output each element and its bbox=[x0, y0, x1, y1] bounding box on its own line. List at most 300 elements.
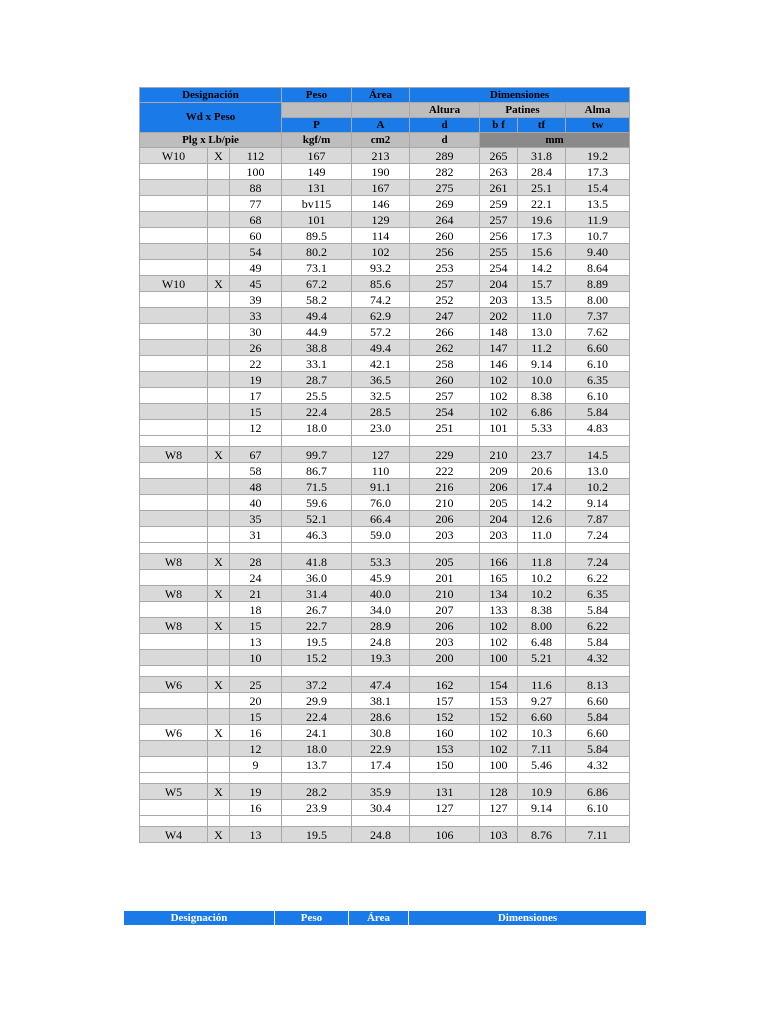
cell-w: W5 bbox=[140, 784, 208, 800]
cell-tw: 6.10 bbox=[566, 356, 630, 372]
cell-a: 59.0 bbox=[352, 527, 410, 543]
cell-bf: 103 bbox=[480, 827, 518, 843]
table-row bbox=[140, 634, 630, 650]
cell-wt: 13 bbox=[230, 634, 282, 650]
table-row bbox=[140, 276, 630, 292]
cell-a: 66.4 bbox=[352, 511, 410, 527]
cell-bf: 102 bbox=[480, 618, 518, 634]
spacer-cell bbox=[230, 436, 282, 447]
spacer-cell bbox=[230, 666, 282, 677]
cell-p: 67.2 bbox=[282, 276, 352, 292]
cell-a: 110 bbox=[352, 463, 410, 479]
cell-w bbox=[140, 527, 208, 543]
spacer-cell bbox=[282, 773, 352, 784]
cell-x bbox=[208, 308, 230, 324]
cell-x bbox=[208, 650, 230, 666]
table-row bbox=[140, 404, 630, 420]
cell-w bbox=[140, 800, 208, 816]
cell-tf: 20.6 bbox=[518, 463, 566, 479]
cell-d: 222 bbox=[410, 463, 480, 479]
table-row bbox=[140, 324, 630, 340]
cell-a: 49.4 bbox=[352, 340, 410, 356]
cell-d: 162 bbox=[410, 677, 480, 693]
cell-tw: 14.5 bbox=[566, 447, 630, 463]
cell-wt: 40 bbox=[230, 495, 282, 511]
spacer-cell bbox=[282, 666, 352, 677]
cell-bf: 102 bbox=[480, 372, 518, 388]
cell-d: 206 bbox=[410, 618, 480, 634]
cell-x bbox=[208, 800, 230, 816]
cell-a: 22.9 bbox=[352, 741, 410, 757]
cell-w bbox=[140, 292, 208, 308]
cell-tw: 6.10 bbox=[566, 800, 630, 816]
cell-tw: 10.7 bbox=[566, 228, 630, 244]
cell-wt: 12 bbox=[230, 741, 282, 757]
cell-p: 86.7 bbox=[282, 463, 352, 479]
cell-w: W8 bbox=[140, 447, 208, 463]
cell-x: X bbox=[208, 618, 230, 634]
cell-p: 36.0 bbox=[282, 570, 352, 586]
cell-bf: 128 bbox=[480, 784, 518, 800]
cell-tf: 11.0 bbox=[518, 527, 566, 543]
cell-bf: 263 bbox=[480, 164, 518, 180]
cell-d: 203 bbox=[410, 527, 480, 543]
cell-tw: 6.35 bbox=[566, 586, 630, 602]
spacer-cell bbox=[282, 436, 352, 447]
cell-d: 254 bbox=[410, 404, 480, 420]
cell-tf: 13.5 bbox=[518, 292, 566, 308]
cell-p: 29.9 bbox=[282, 693, 352, 709]
cell-p: 101 bbox=[282, 212, 352, 228]
cell-tf: 11.2 bbox=[518, 340, 566, 356]
cell-w bbox=[140, 495, 208, 511]
cell-a: 127 bbox=[352, 447, 410, 463]
cell-x bbox=[208, 602, 230, 618]
cell-tw: 10.2 bbox=[566, 479, 630, 495]
cell-w: W8 bbox=[140, 586, 208, 602]
cell-x: X bbox=[208, 148, 230, 164]
table-body bbox=[140, 148, 630, 843]
spacer-cell bbox=[518, 816, 566, 827]
cell-w bbox=[140, 356, 208, 372]
cell-tf: 8.00 bbox=[518, 618, 566, 634]
cell-tw: 5.84 bbox=[566, 602, 630, 618]
cell-p: 28.2 bbox=[282, 784, 352, 800]
cell-x bbox=[208, 741, 230, 757]
table-row bbox=[140, 650, 630, 666]
cell-d: 269 bbox=[410, 196, 480, 212]
cell-d: 258 bbox=[410, 356, 480, 372]
cell-d: 203 bbox=[410, 634, 480, 650]
cell-a: 40.0 bbox=[352, 586, 410, 602]
table-row bbox=[140, 757, 630, 773]
cell-x: X bbox=[208, 827, 230, 843]
cell-tf: 13.0 bbox=[518, 324, 566, 340]
spacer-row bbox=[140, 773, 630, 784]
cell-p: 167 bbox=[282, 148, 352, 164]
cell-p: 58.2 bbox=[282, 292, 352, 308]
cell-tw: 13.5 bbox=[566, 196, 630, 212]
spacer-cell bbox=[480, 436, 518, 447]
spacer-cell bbox=[518, 436, 566, 447]
second-header-dimensiones: Dimensiones bbox=[409, 911, 647, 926]
table-row bbox=[140, 228, 630, 244]
cell-bf: 203 bbox=[480, 292, 518, 308]
cell-p: 52.1 bbox=[282, 511, 352, 527]
cell-tf: 5.21 bbox=[518, 650, 566, 666]
cell-p: 26.7 bbox=[282, 602, 352, 618]
spacer-cell bbox=[566, 816, 630, 827]
cell-d: 264 bbox=[410, 212, 480, 228]
cell-bf: 134 bbox=[480, 586, 518, 602]
cell-a: 19.3 bbox=[352, 650, 410, 666]
cell-wt: 45 bbox=[230, 276, 282, 292]
cell-w: W8 bbox=[140, 618, 208, 634]
cell-w: W6 bbox=[140, 677, 208, 693]
cell-x bbox=[208, 372, 230, 388]
cell-wt: 16 bbox=[230, 800, 282, 816]
cell-p: 99.7 bbox=[282, 447, 352, 463]
second-header-peso: Peso bbox=[275, 911, 349, 926]
cell-w bbox=[140, 634, 208, 650]
spacer-cell bbox=[410, 436, 480, 447]
cell-a: 28.5 bbox=[352, 404, 410, 420]
cell-tf: 25.1 bbox=[518, 180, 566, 196]
table-row bbox=[140, 180, 630, 196]
spacer-cell bbox=[352, 436, 410, 447]
cell-wt: 31 bbox=[230, 527, 282, 543]
cell-x bbox=[208, 693, 230, 709]
cell-tf: 5.33 bbox=[518, 420, 566, 436]
cell-wt: 88 bbox=[230, 180, 282, 196]
cell-p: 24.1 bbox=[282, 725, 352, 741]
cell-tf: 10.2 bbox=[518, 586, 566, 602]
cell-bf: 259 bbox=[480, 196, 518, 212]
header-dimensiones: Dimensiones bbox=[410, 88, 630, 103]
cell-tw: 5.84 bbox=[566, 634, 630, 650]
header-a: A bbox=[352, 118, 410, 133]
cell-wt: 19 bbox=[230, 784, 282, 800]
cell-x bbox=[208, 164, 230, 180]
cell-x bbox=[208, 709, 230, 725]
cell-p: 149 bbox=[282, 164, 352, 180]
header-designacion: Designación bbox=[140, 88, 282, 103]
cell-a: 23.0 bbox=[352, 420, 410, 436]
header-tf: tf bbox=[518, 118, 566, 133]
cell-a: 45.9 bbox=[352, 570, 410, 586]
cell-w bbox=[140, 757, 208, 773]
cell-d: 160 bbox=[410, 725, 480, 741]
cell-w: W10 bbox=[140, 148, 208, 164]
table-row bbox=[140, 709, 630, 725]
cell-w bbox=[140, 260, 208, 276]
cell-p: 41.8 bbox=[282, 554, 352, 570]
table-row bbox=[140, 677, 630, 693]
cell-p: 33.1 bbox=[282, 356, 352, 372]
cell-wt: 25 bbox=[230, 677, 282, 693]
cell-tf: 7.11 bbox=[518, 741, 566, 757]
spacer-cell bbox=[410, 666, 480, 677]
cell-a: 36.5 bbox=[352, 372, 410, 388]
cell-a: 74.2 bbox=[352, 292, 410, 308]
cell-wt: 16 bbox=[230, 725, 282, 741]
spacer-cell bbox=[410, 543, 480, 554]
cell-x bbox=[208, 570, 230, 586]
table-row bbox=[140, 784, 630, 800]
table-row bbox=[140, 511, 630, 527]
cell-w bbox=[140, 602, 208, 618]
spacer-cell bbox=[208, 666, 230, 677]
cell-tw: 7.62 bbox=[566, 324, 630, 340]
cell-tw: 4.32 bbox=[566, 757, 630, 773]
cell-w: W10 bbox=[140, 276, 208, 292]
cell-p: 49.4 bbox=[282, 308, 352, 324]
cell-w: W6 bbox=[140, 725, 208, 741]
table-row bbox=[140, 196, 630, 212]
cell-a: 30.4 bbox=[352, 800, 410, 816]
cell-tw: 5.84 bbox=[566, 741, 630, 757]
spacer-cell bbox=[230, 816, 282, 827]
cell-a: 30.8 bbox=[352, 725, 410, 741]
cell-tf: 6.86 bbox=[518, 404, 566, 420]
cell-w bbox=[140, 196, 208, 212]
cell-wt: 49 bbox=[230, 260, 282, 276]
cell-d: 153 bbox=[410, 741, 480, 757]
cell-d: 266 bbox=[410, 324, 480, 340]
cell-bf: 100 bbox=[480, 650, 518, 666]
cell-tw: 6.60 bbox=[566, 725, 630, 741]
cell-tf: 9.14 bbox=[518, 356, 566, 372]
header-area: Área bbox=[352, 88, 410, 103]
cell-x: X bbox=[208, 586, 230, 602]
cell-d: 257 bbox=[410, 388, 480, 404]
spacer-cell bbox=[140, 773, 208, 784]
cell-a: 35.9 bbox=[352, 784, 410, 800]
cell-wt: 30 bbox=[230, 324, 282, 340]
cell-tw: 8.89 bbox=[566, 276, 630, 292]
table-row bbox=[140, 693, 630, 709]
table-row bbox=[140, 388, 630, 404]
spacer-row bbox=[140, 543, 630, 554]
cell-a: 85.6 bbox=[352, 276, 410, 292]
table-row bbox=[140, 827, 630, 843]
cell-tf: 9.27 bbox=[518, 693, 566, 709]
table-row bbox=[140, 618, 630, 634]
second-table-header bbox=[123, 910, 647, 926]
cell-wt: 39 bbox=[230, 292, 282, 308]
cell-w bbox=[140, 463, 208, 479]
cell-tf: 12.6 bbox=[518, 511, 566, 527]
cell-wt: 21 bbox=[230, 586, 282, 602]
cell-d: 282 bbox=[410, 164, 480, 180]
cell-w: W8 bbox=[140, 554, 208, 570]
cell-d: 257 bbox=[410, 276, 480, 292]
table-row bbox=[140, 356, 630, 372]
cell-a: 190 bbox=[352, 164, 410, 180]
spacer-cell bbox=[410, 773, 480, 784]
spacer-cell bbox=[566, 436, 630, 447]
spacer-cell bbox=[352, 666, 410, 677]
spacer-cell bbox=[230, 773, 282, 784]
cell-bf: 102 bbox=[480, 634, 518, 650]
cell-p: 71.5 bbox=[282, 479, 352, 495]
cell-x bbox=[208, 511, 230, 527]
cell-a: 57.2 bbox=[352, 324, 410, 340]
cell-x bbox=[208, 212, 230, 228]
cell-x bbox=[208, 495, 230, 511]
spacer-cell bbox=[518, 543, 566, 554]
cell-d: 275 bbox=[410, 180, 480, 196]
cell-w bbox=[140, 212, 208, 228]
spacer-row bbox=[140, 436, 630, 447]
cell-tw: 8.13 bbox=[566, 677, 630, 693]
cell-tw: 8.64 bbox=[566, 260, 630, 276]
cell-tf: 23.7 bbox=[518, 447, 566, 463]
cell-x bbox=[208, 228, 230, 244]
cell-x: X bbox=[208, 677, 230, 693]
cell-wt: 19 bbox=[230, 372, 282, 388]
cell-tw: 9.14 bbox=[566, 495, 630, 511]
cell-tf: 11.6 bbox=[518, 677, 566, 693]
cell-bf: 166 bbox=[480, 554, 518, 570]
cell-tf: 14.2 bbox=[518, 260, 566, 276]
cell-x bbox=[208, 420, 230, 436]
cell-a: 34.0 bbox=[352, 602, 410, 618]
table-row bbox=[140, 800, 630, 816]
cell-wt: 15 bbox=[230, 618, 282, 634]
table-row bbox=[140, 570, 630, 586]
cell-bf: 210 bbox=[480, 447, 518, 463]
cell-tf: 15.7 bbox=[518, 276, 566, 292]
cell-d: 201 bbox=[410, 570, 480, 586]
cell-tf: 8.76 bbox=[518, 827, 566, 843]
cell-p: 44.9 bbox=[282, 324, 352, 340]
cell-wt: 33 bbox=[230, 308, 282, 324]
header-altura: Altura bbox=[410, 103, 480, 118]
cell-tf: 11.8 bbox=[518, 554, 566, 570]
header-patines: Patines bbox=[480, 103, 566, 118]
cell-d: 252 bbox=[410, 292, 480, 308]
cell-wt: 17 bbox=[230, 388, 282, 404]
cell-bf: 101 bbox=[480, 420, 518, 436]
cell-a: 76.0 bbox=[352, 495, 410, 511]
spacer-cell bbox=[480, 816, 518, 827]
spacer-cell bbox=[566, 666, 630, 677]
cell-a: 102 bbox=[352, 244, 410, 260]
cell-wt: 10 bbox=[230, 650, 282, 666]
cell-p: 59.6 bbox=[282, 495, 352, 511]
table-row bbox=[140, 260, 630, 276]
cell-p: 131 bbox=[282, 180, 352, 196]
second-header-area: Área bbox=[349, 911, 409, 926]
header-row-4 bbox=[140, 133, 630, 148]
cell-tw: 7.11 bbox=[566, 827, 630, 843]
cell-d: 106 bbox=[410, 827, 480, 843]
cell-p: 31.4 bbox=[282, 586, 352, 602]
spacer-cell bbox=[140, 666, 208, 677]
cell-p: 38.8 bbox=[282, 340, 352, 356]
cell-a: 213 bbox=[352, 148, 410, 164]
cell-d: 256 bbox=[410, 244, 480, 260]
cell-x: X bbox=[208, 784, 230, 800]
cell-a: 93.2 bbox=[352, 260, 410, 276]
cell-w bbox=[140, 650, 208, 666]
cell-a: 146 bbox=[352, 196, 410, 212]
cell-x bbox=[208, 340, 230, 356]
spacer-cell bbox=[566, 543, 630, 554]
cell-w bbox=[140, 228, 208, 244]
cell-tf: 10.9 bbox=[518, 784, 566, 800]
cell-d: 205 bbox=[410, 554, 480, 570]
cell-p: 28.7 bbox=[282, 372, 352, 388]
cell-tw: 19.2 bbox=[566, 148, 630, 164]
cell-x bbox=[208, 292, 230, 308]
cell-tw: 11.9 bbox=[566, 212, 630, 228]
cell-tf: 8.38 bbox=[518, 602, 566, 618]
cell-bf: 147 bbox=[480, 340, 518, 356]
spacer-cell bbox=[480, 666, 518, 677]
table-row bbox=[140, 554, 630, 570]
cell-p: 18.0 bbox=[282, 741, 352, 757]
cell-wt: 20 bbox=[230, 693, 282, 709]
cell-bf: 102 bbox=[480, 388, 518, 404]
table-row bbox=[140, 148, 630, 164]
cell-a: 47.4 bbox=[352, 677, 410, 693]
cell-d: 210 bbox=[410, 495, 480, 511]
table-row bbox=[140, 741, 630, 757]
header-row-1 bbox=[140, 88, 630, 103]
header-bf: b f bbox=[480, 118, 518, 133]
cell-d: 229 bbox=[410, 447, 480, 463]
cell-bf: 256 bbox=[480, 228, 518, 244]
cell-w: W4 bbox=[140, 827, 208, 843]
cell-bf: 102 bbox=[480, 725, 518, 741]
cell-wt: 48 bbox=[230, 479, 282, 495]
spacer-cell bbox=[208, 816, 230, 827]
cell-bf: 202 bbox=[480, 308, 518, 324]
cell-p: 37.2 bbox=[282, 677, 352, 693]
cell-tf: 28.4 bbox=[518, 164, 566, 180]
cell-p: 19.5 bbox=[282, 634, 352, 650]
cell-p: 22.7 bbox=[282, 618, 352, 634]
cell-tw: 6.86 bbox=[566, 784, 630, 800]
cell-p: 73.1 bbox=[282, 260, 352, 276]
cell-w bbox=[140, 570, 208, 586]
cell-bf: 254 bbox=[480, 260, 518, 276]
cell-d: 253 bbox=[410, 260, 480, 276]
spacer-cell bbox=[140, 543, 208, 554]
cell-a: 17.4 bbox=[352, 757, 410, 773]
spacer-row bbox=[140, 666, 630, 677]
cell-a: 38.1 bbox=[352, 693, 410, 709]
cell-x: X bbox=[208, 554, 230, 570]
table-row bbox=[140, 479, 630, 495]
header-peso-empty bbox=[282, 103, 352, 118]
cell-wt: 12 bbox=[230, 420, 282, 436]
cell-tw: 8.00 bbox=[566, 292, 630, 308]
spacer-cell bbox=[518, 773, 566, 784]
cell-w bbox=[140, 340, 208, 356]
cell-a: 114 bbox=[352, 228, 410, 244]
spacer-cell bbox=[518, 666, 566, 677]
cell-tw: 6.22 bbox=[566, 570, 630, 586]
spacer-cell bbox=[410, 816, 480, 827]
cell-a: 28.9 bbox=[352, 618, 410, 634]
table-row bbox=[140, 602, 630, 618]
cell-tw: 5.84 bbox=[566, 404, 630, 420]
cell-d: 131 bbox=[410, 784, 480, 800]
cell-w bbox=[140, 324, 208, 340]
